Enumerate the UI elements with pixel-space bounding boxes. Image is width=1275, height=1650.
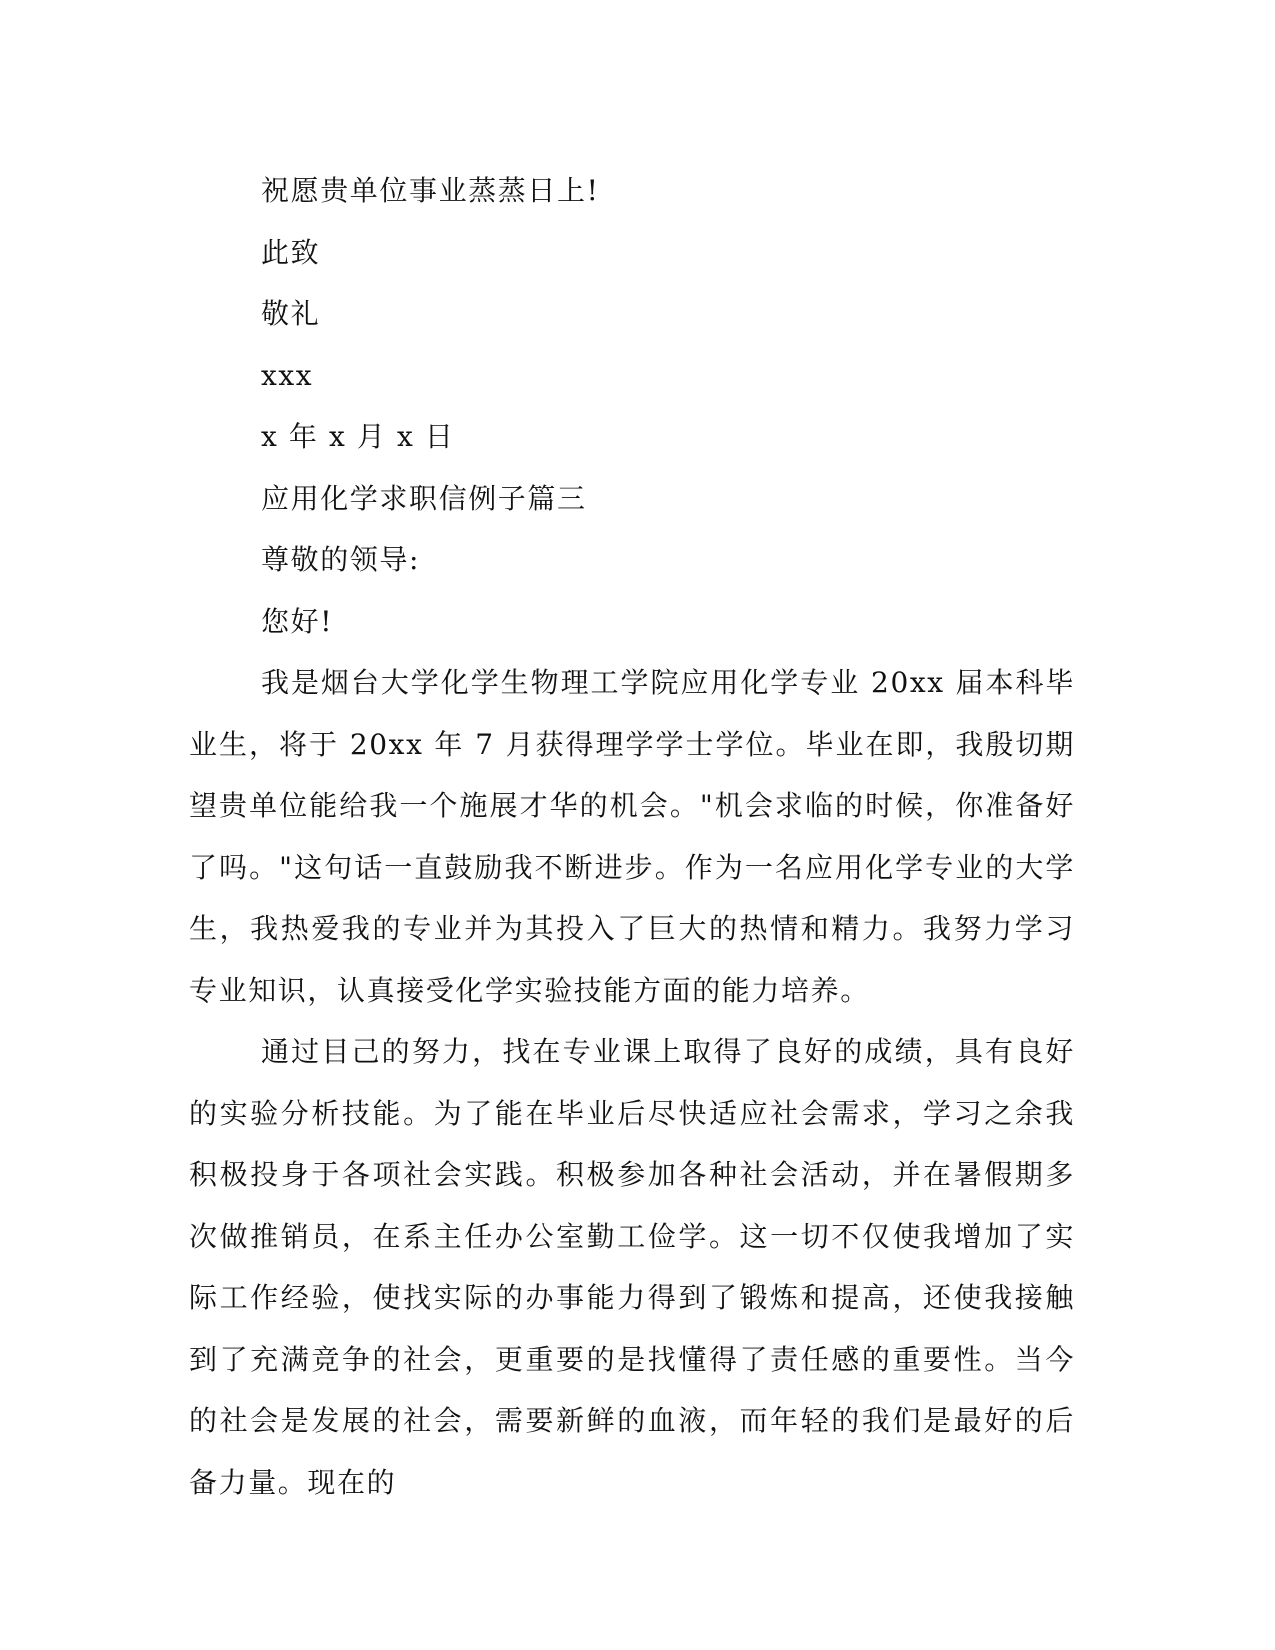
date: x 年 x 月 x 日 bbox=[261, 420, 455, 453]
hello-line: 您好! bbox=[261, 604, 334, 638]
salutation-line-2: 敬礼 bbox=[261, 297, 321, 330]
document-body bbox=[189, 160, 1075, 1513]
closing-wish: 祝愿贵单位事业蒸蒸日上! bbox=[261, 174, 600, 207]
paragraph-2: 通过目己的努力，找在专业课上取得了良好的成绩，具有良好的实验分析技能。为了能在毕业后尽快适应社会需求，学习之余我积极投身于各项社会实践。积极参加各种社会活动，并在暑假期多次做推销员，在系主任办公室勤工俭学。这一切不仅使我增加了实际工作经验，使找实际的办事能力得到了锻炼和提高，还使我接触到了充满竞争的社会，更重要的是找懂得了责任感的重要性。当今的社会是发展的社会，需要新鲜的血液，而年轻的我们是最好的后备力量。现在的 bbox=[189, 1035, 1075, 1499]
signature: xxx bbox=[261, 358, 314, 392]
greeting: 尊敬的领导: bbox=[261, 543, 421, 576]
paragraph-1: 我是烟台大学化学生物理工学院应用化学专业 20xx 届本科毕业生，将于 20xx 年 7 月获得理学学士学位。毕业在即，我殷切期望贵单位能给我一个施展才华的机会。"机会求临的时候，你准备好了吗。"这句话一直鼓励我不断进步。作为一名应用化学专业的大学生，我热爱我的专业并为其投入了巨大的热情和精力。我努力学习专业知识，认真接受化学实验技能方面的能力培养。 bbox=[189, 666, 1075, 1007]
section-title: 应用化学求职信例子篇三 bbox=[261, 481, 587, 515]
salutation-line-1: 此致 bbox=[261, 235, 321, 269]
